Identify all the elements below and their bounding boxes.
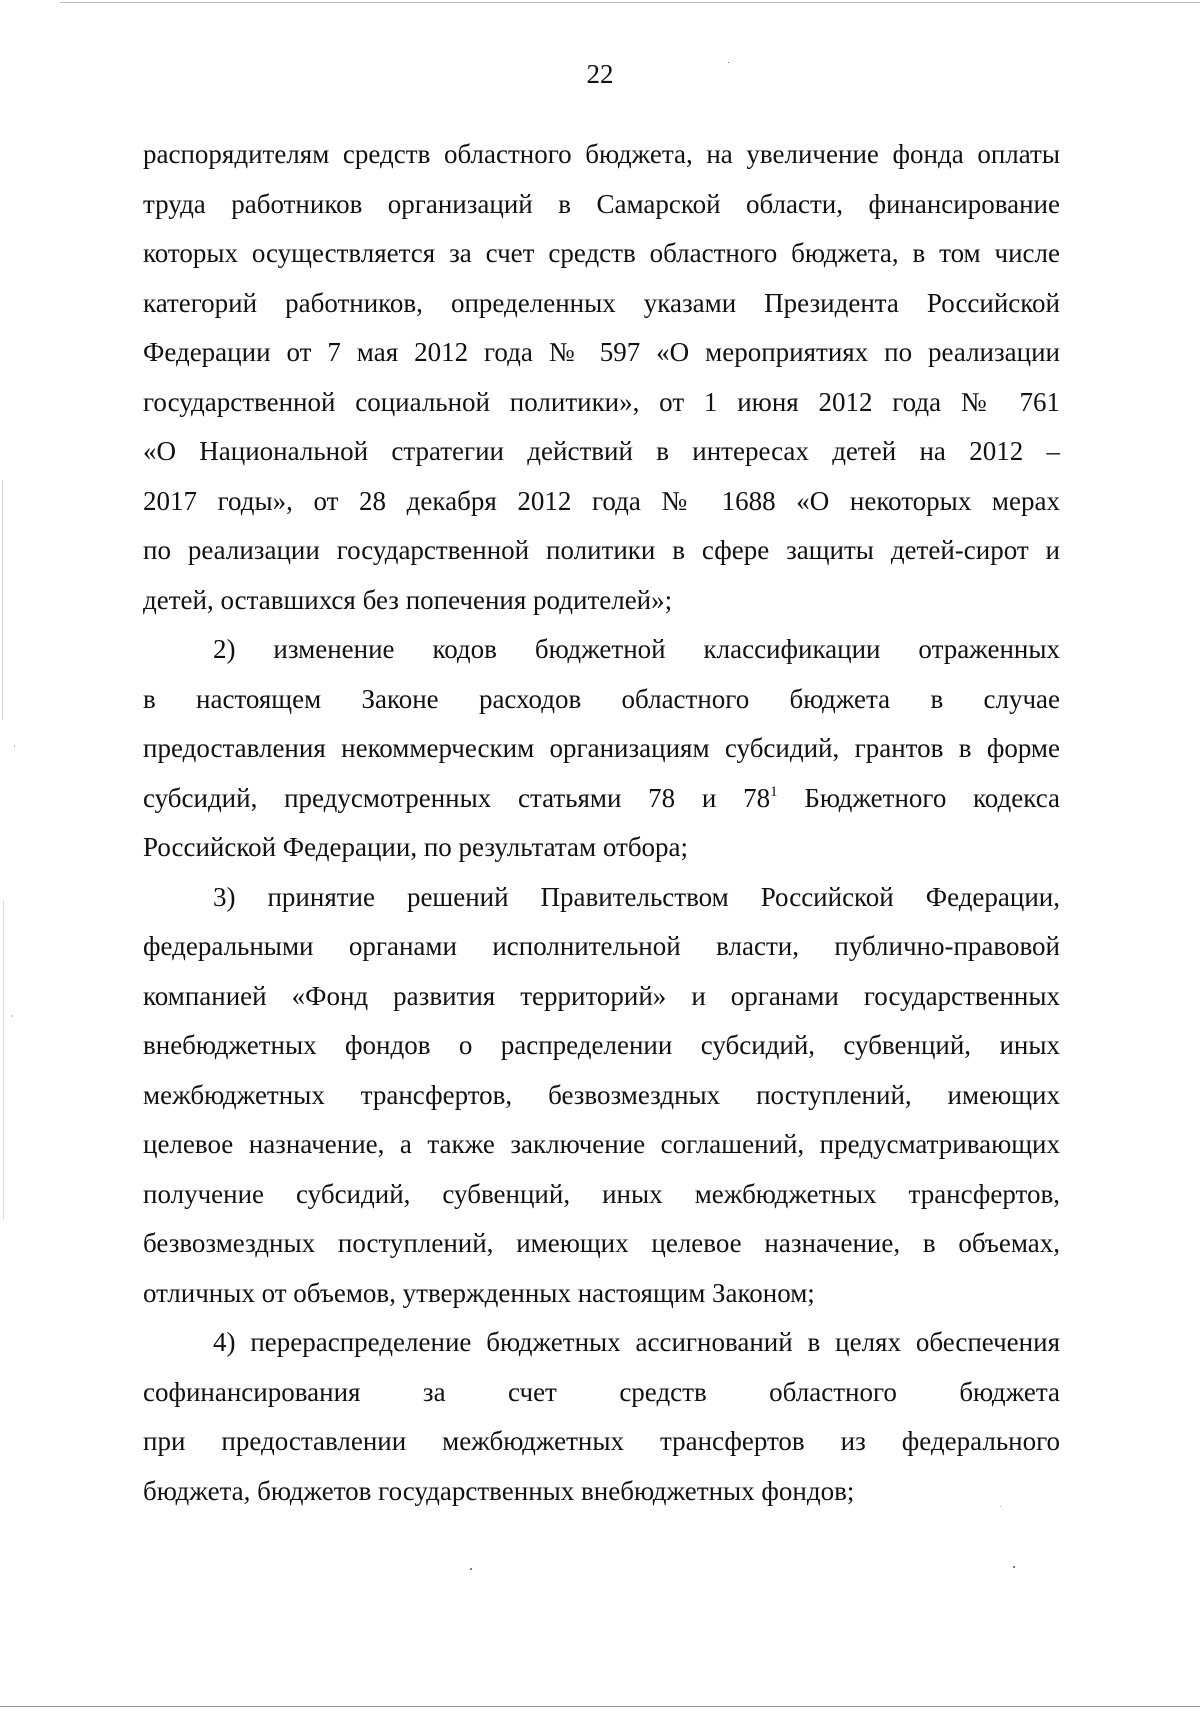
- text-line: государственной социальной политики», от 1 июня 2012 года № 761: [143, 386, 1060, 417]
- text-line: 4) перераспределение бюджетных ассигнований в целях обеспечения: [213, 1327, 1060, 1357]
- paragraph-4: [143, 1318, 1060, 1516]
- page-number: 22: [586, 59, 614, 89]
- text-line: 2) изменение кодов бюджетной классификации отраженных: [213, 634, 1060, 664]
- text-line: Российской Федерации, по результатам отбора;: [143, 832, 689, 862]
- paragraph-2: [143, 625, 1060, 873]
- scan-edge-left: [2, 480, 3, 720]
- text-fragment: Бюджетного кодекса: [777, 782, 1060, 813]
- text-line: 2017 годы», от 28 декабря 2012 года № 1688 «О некоторых мерах: [143, 485, 1060, 516]
- text-line: труда работников организаций в Самарской области, финансирование: [143, 188, 1060, 219]
- text-line: 3) принятие решений Правительством Российской Федерации,: [213, 881, 1060, 912]
- scan-speck: [1013, 1566, 1015, 1568]
- scan-edge-left-lower: [3, 900, 4, 1220]
- text-line: целевое назначение, а также заключение соглашений, предусматривающих: [143, 1129, 1060, 1159]
- text-line: в настоящем Законе расходов областного бюджета в случае: [143, 683, 1060, 714]
- paragraph-1: [143, 130, 1060, 625]
- text-line: компанией «Фонд развития территорий» и органами государственных: [143, 980, 1060, 1011]
- text-line: безвозмездных поступлений, имеющих целевое назначение, в объемах,: [143, 1228, 1060, 1258]
- text-line: внебюджетных фондов о распределении субсидий, субвенций, иных: [143, 1030, 1060, 1060]
- text-line: по реализации государственной политики в сфере защиты детей-сирот и: [143, 535, 1060, 565]
- text-line: софинансирования за счет средств областного бюджета: [143, 1376, 1060, 1407]
- text-line: отличных от объемов, утвержденных настоящим Законом;: [143, 1277, 815, 1308]
- text-line: распорядителям средств областного бюджета, на увеличение фонда оплаты: [143, 139, 1060, 169]
- text-line: детей, оставшихся без попечения родителей»;: [143, 584, 673, 615]
- scan-speck: [470, 1568, 472, 1570]
- scan-edge-bottom: [0, 1706, 1200, 1707]
- text-fragment: субсидий, предусмотренных статьями 78 и 78: [143, 782, 771, 813]
- paragraph-3: [143, 873, 1060, 1319]
- text-line: Федерации от 7 мая 2012 года № 597 «О мероприятиях по реализации: [143, 337, 1060, 367]
- text-line: которых осуществляется за счет средств областного бюджета, в том числе: [143, 238, 1060, 268]
- scan-speck: [12, 1015, 13, 1017]
- text-line-with-superscript: [143, 774, 1060, 824]
- text-line: бюджета, бюджетов государственных внебюджетных фондов;: [143, 1475, 855, 1506]
- text-line: при предоставлении межбюджетных трансфертов из федерального: [143, 1426, 1060, 1456]
- superscript: 1: [770, 783, 778, 800]
- text-line: межбюджетных трансфертов, безвозмездных поступлений, имеющих: [143, 1079, 1060, 1110]
- text-line: «О Национальной стратегии действий в интересах детей на 2012 –: [143, 436, 1060, 466]
- document-body: [143, 130, 1060, 1516]
- text-line: федеральными органами исполнительной власти, публично-правовой: [143, 931, 1060, 961]
- scan-edge-top: [60, 2, 1200, 3]
- text-line: предоставления некоммерческим организациям субсидий, грантов в форме: [143, 733, 1060, 763]
- scan-speck: [14, 745, 15, 747]
- text-line: получение субсидий, субвенций, иных межбюджетных трансфертов,: [143, 1178, 1060, 1209]
- text-line: категорий работников, определенных указами Президента Российской: [143, 287, 1060, 318]
